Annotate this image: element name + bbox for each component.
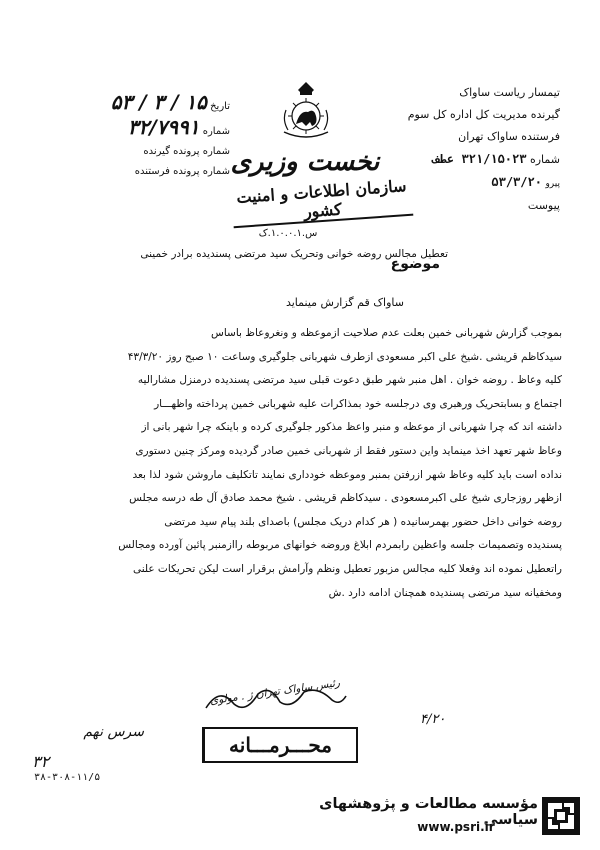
header-left-block <box>30 92 230 182</box>
left-number-label: شماره <box>202 126 230 137</box>
report-body <box>22 322 562 605</box>
body-line: ازظهر روزجاری شیخ علی اکبرمسعودی . سیدکاظم قریشی . شیخ محمد صادق آل طه درسه مجلس <box>129 492 562 505</box>
savak-stamp <box>231 176 413 224</box>
institute-name: مؤسسه مطالعات و پژوهشهای سیاسی <box>319 796 538 828</box>
subject-label: موضوع <box>390 256 440 272</box>
date-handwritten: ۱۵ / ۳ / ۵۳ <box>110 90 207 114</box>
body-line: کلیه وعاظ . روضه خوان . اهل منبر شهر طبق دعوت قبلی سید مرتضی پسندیده درمنزل مشارالیه <box>137 374 562 387</box>
follow-value: ۵۳/۳/۲۰ <box>491 175 542 189</box>
salutation: ساواک قم گزارش مینماید <box>285 296 404 309</box>
body-line: اجتماع و بسابتحریک ورهبری وی درجلسه خود بمذاکرات علیه شهربانی خمین پرداخته واظهـــار <box>154 397 562 410</box>
left-number-handwritten: ۳۲/۷۹۹۱ <box>127 115 200 139</box>
body-line: وعاظ شهر تعهد اخذ مینماید واین دستور فقط از شهربانی خمین صادر گردیده ومرکز چنین دستوری <box>135 444 562 457</box>
institute-url: www.psri.ir <box>417 820 495 834</box>
handwritten-date: ۴/۲۰ <box>420 712 446 727</box>
institute-logo-icon <box>542 797 580 835</box>
body-line: بموجب گزارش شهربانی خمین بعلت عدم صلاحیت ازموعظه و ونغروعاظ باساس <box>211 327 562 339</box>
date-label: تاریخ <box>210 101 230 112</box>
body-line: روضه خوانی داخل حضور بهمرسانیده ( هر کدام دریک مجلس) باصدای بلند پیام سید مرتضی <box>164 515 562 528</box>
prime-ministry-title: نخست وزیری <box>230 147 380 177</box>
document-code: س.۱.۰.۰.۱.ک <box>258 228 318 239</box>
signature-text: رئیس ساواک تهران ژ . مولوی <box>209 676 341 708</box>
classified-stamp-text: محـــرمـــانه <box>229 733 332 757</box>
attachment-label: پیوست <box>527 199 560 212</box>
body-line: سیدکاظم قریشی .شیخ علی اکبر مسعودی ازطرف شهربانی جلوگیری وساعت ۱۰ صبح روز ۴۳/۳/۲۰ <box>127 350 562 363</box>
sender-file-label: شماره پرونده فرستنده <box>134 166 230 177</box>
lion-and-sun-emblem-icon <box>276 80 336 142</box>
classified-stamp <box>202 727 358 763</box>
handwritten-number: ۳۲ <box>32 752 50 771</box>
receiver-file-label: شماره پرونده گیرنده <box>143 146 230 157</box>
body-line: نداده است باید کلیه وعاظ شهر ازرفتن بمنبر وموعظه خودداری نمایند تاتکلیف ماروشن شود لذا بعد <box>132 468 562 481</box>
sender-line: فرستنده ساواک تهران <box>458 130 560 143</box>
number-label: شماره <box>529 153 560 166</box>
receiver-line: گیرنده مدیریت کل اداره کل سوم <box>407 108 560 121</box>
handwritten-note: سرس نهم <box>83 724 144 740</box>
body-line: داشته اند که چرا شهربانی از موعظه و منبر واعظ مذکور جلوگیری کرده و باینکه چرا شهر بانی از <box>141 421 562 434</box>
body-line: راتعطیل نموده اند وفعلا کلیه مجالس مزبور تعطیل ونظم وآرامش برقرار است لیکن تحریکات علنی <box>132 562 562 575</box>
recipient-line: تیمسار ریاست ساواک <box>459 86 560 99</box>
body-line: ومخفیانه سید مرتضی پسندیده همچنان ادامه دارد .ش <box>328 586 562 599</box>
number-value: ۳۲۱/۱۵۰۲۳ عطف <box>432 152 527 166</box>
savak-stamp-text: سازمان اطلاعات و امنیت کشور <box>231 176 413 228</box>
archive-code: ۳۸-۳۰۸-۱۱/۵ <box>34 772 101 783</box>
subject-text: تعطیل مجالس روضه خوانی وتحریک سید مرتضی پسندیده برادر خمینی <box>140 248 448 260</box>
body-line: پسندیده وتصمیمات جلسه واعظین رابمردم ابلاغ وروضه خوانهای مربوطه راازمنبر پائین آورده ومجالس <box>118 539 562 552</box>
header-right-block <box>390 82 560 217</box>
follow-label: پیرو <box>545 179 560 189</box>
